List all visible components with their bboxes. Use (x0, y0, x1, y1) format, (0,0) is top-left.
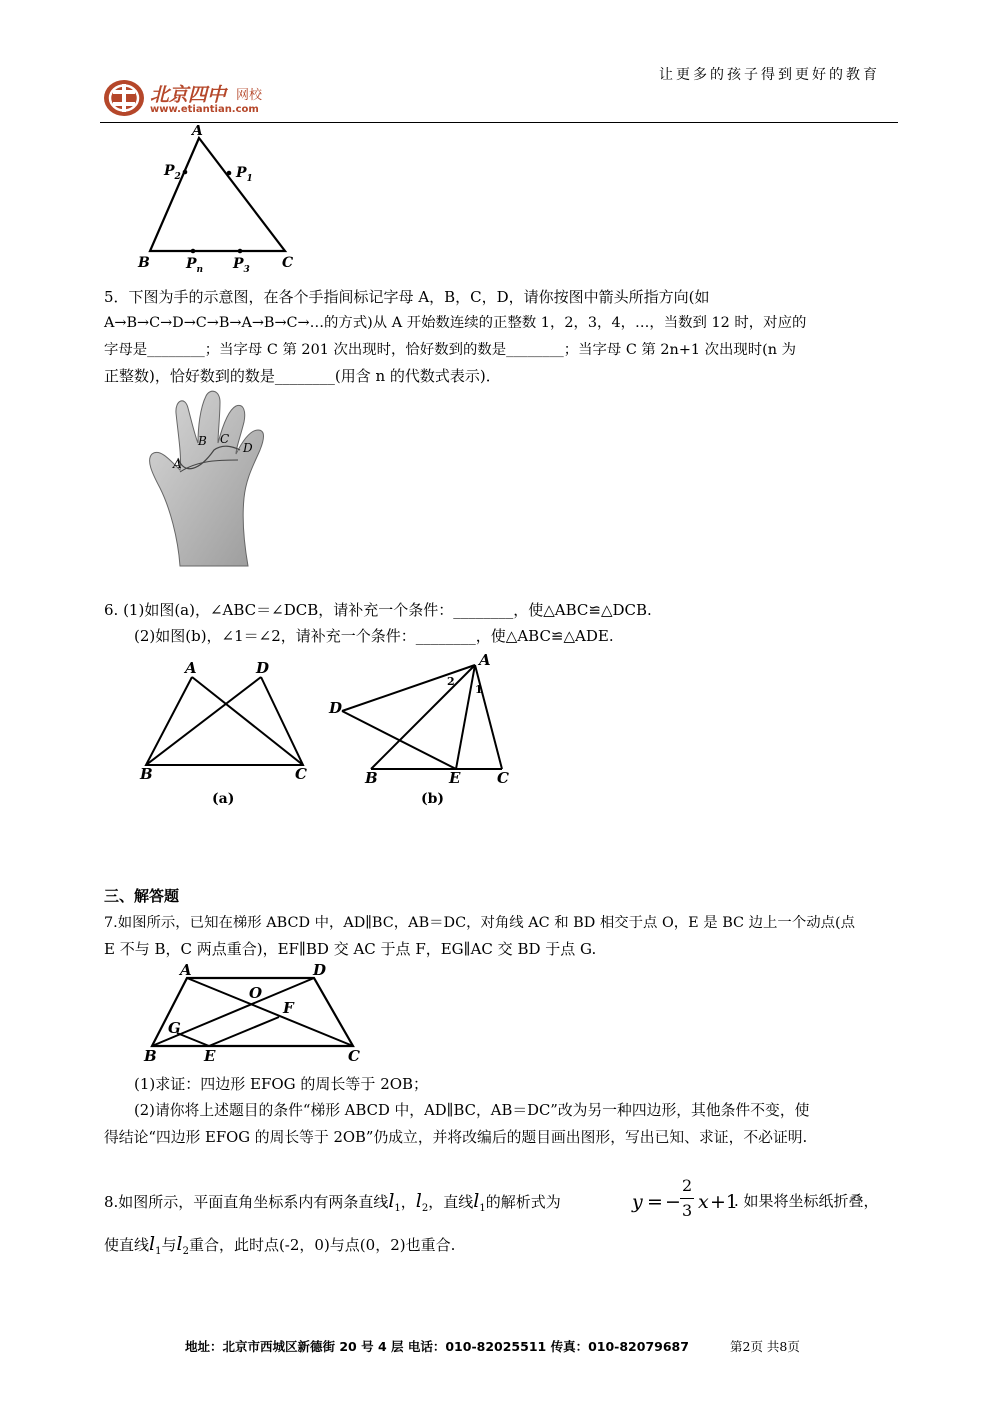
fig-b-label-e: E (449, 769, 461, 787)
hand-label-b: B (198, 434, 207, 448)
q8-text-intro: 8.如图所示，平面直角坐标系内有两条直线 (104, 1193, 389, 1211)
logo-url: www.etiantian.com (150, 104, 259, 115)
figure-6a (130, 655, 320, 810)
footer-page-number: 第2页 共8页 (730, 1339, 800, 1354)
triangle-abc (150, 138, 285, 251)
q7-sub-2a: (2)请你将上述题目的条件“梯形 ABCD 中，AD∥BC，AB＝DC”改为另一种四边形，其他条件不变，使 (134, 1102, 810, 1119)
point-p1 (227, 171, 232, 176)
q7-label-d: D (313, 961, 327, 979)
hand-label-d: D (243, 441, 253, 455)
section-3-title: 三、解答题 (104, 887, 180, 905)
fig-b-label-b: B (365, 769, 378, 787)
hand-label-a: A (173, 457, 182, 471)
figure-triangle-points (130, 125, 310, 273)
header (0, 0, 1000, 125)
fig-b-caption: (b) (421, 791, 445, 807)
q7-label-a: A (180, 961, 192, 979)
figure-q7-trapezoid (140, 960, 375, 1068)
q7-label-g: G (168, 1019, 181, 1037)
q7-sub-1: (1)求证：四边形 EFOG 的周长等于 2OB； (134, 1075, 429, 1093)
label-p3: $P_3$ (233, 256, 250, 273)
q5-line-1: 5．下图为手的示意图，在各个手指间标记字母 A，B，C，D，请你按图中箭头所指方向(如 (104, 288, 710, 306)
q8-line-1-end: . 如果将坐标纸折叠， (734, 1192, 879, 1210)
fig-a-label-a: A (185, 659, 197, 677)
hand-shape (150, 391, 264, 566)
q7-label-o: O (249, 984, 263, 1002)
label-c: C (282, 255, 294, 271)
fig-a-label-b: B (140, 765, 153, 783)
header-rule (100, 122, 898, 123)
point-pn (191, 249, 196, 254)
fig-b-angle-1: 1 (475, 683, 483, 696)
fig-b-label-a: A (479, 651, 491, 669)
q5-line-3: 字母是________；当字母 C 第 201 次出现时，恰好数到的数是________；当字母 C 第 2n+1 次出现时(n 为 (104, 342, 797, 358)
slogan: 让更多的孩子得到更好的教育 (659, 67, 880, 83)
label-p1: $P_1$ (236, 165, 253, 184)
hand-label-c: C (220, 432, 230, 446)
q5-line-2: A→B→C→D→C→B→A→B→C→…的方式)从 A 开始数连续的正整数 1，2，3，4，…，当数到 12 时，对应的 (104, 315, 807, 331)
fig-b-label-d: D (329, 699, 343, 717)
label-pn: $P_n$ (186, 256, 204, 273)
q8-line-2: 使直线$l_1$与$l_2$重合，此时点(-2，0)与点(0，2)也重合. (104, 1233, 456, 1257)
fig-a-label-d: D (256, 659, 270, 677)
q8-line-1: 8.如图所示，平面直角坐标系内有两条直线$l_1$，$l_2$，直线$l_1$的解析式为 (104, 1190, 561, 1214)
q7-label-c: C (348, 1047, 360, 1065)
figure-6b (325, 650, 525, 810)
logo-subtext: 网校 (236, 88, 263, 103)
label-b: B (138, 255, 150, 271)
hand-illustration (140, 388, 285, 568)
q7-label-e: E (204, 1047, 216, 1065)
point-p2 (183, 170, 188, 175)
fig-a-caption: (a) (212, 791, 235, 807)
q7-line-2: E 不与 B，C 两点重合)，EF∥BD 交 AC 于点 F，EG∥AC 交 BD 于点 G. (104, 940, 597, 958)
q7-label-b: B (144, 1047, 157, 1065)
q7-sub-2b: 得结论“四边形 EFOG 的周长等于 2OB”仍成立，并将改编后的题目画出图形，写出已知、求证，不必证明. (104, 1129, 808, 1146)
logo-text: 北京四中 (150, 84, 227, 106)
q5-line-4: 正整数)，恰好数到的数是________(用含 n 的代数式表示)． (104, 367, 501, 385)
q7-label-f: F (283, 999, 294, 1017)
fig-b-label-c: C (497, 769, 509, 787)
logo-emblem (102, 78, 146, 118)
q6-line-1: 6. (1)如图(a)，∠ABC＝∠DCB，请补充一个条件：________，使△ABC≌△DCB. (104, 601, 652, 619)
label-a: A (192, 125, 203, 139)
q7-line-1: 7.如图所示，已知在梯形 ABCD 中，AD∥BC，AB＝DC，对角线 AC 和 BD 相交于点 O，E 是 BC 边上一个动点(点 (104, 915, 855, 931)
label-p2: $P_2$ (164, 163, 181, 182)
fig-b-angle-2: 2 (447, 675, 455, 688)
fig-a-label-c: C (295, 765, 307, 783)
q6-line-2: (2)如图(b)，∠1＝∠2，请补充一个条件：________，使△ABC≌△ADE. (134, 627, 614, 645)
point-p3 (238, 249, 243, 254)
footer-address: 地址：北京市西城区新德街 20 号 4 层 电话：010-82025511 传真：010-82079687 (185, 1339, 689, 1354)
